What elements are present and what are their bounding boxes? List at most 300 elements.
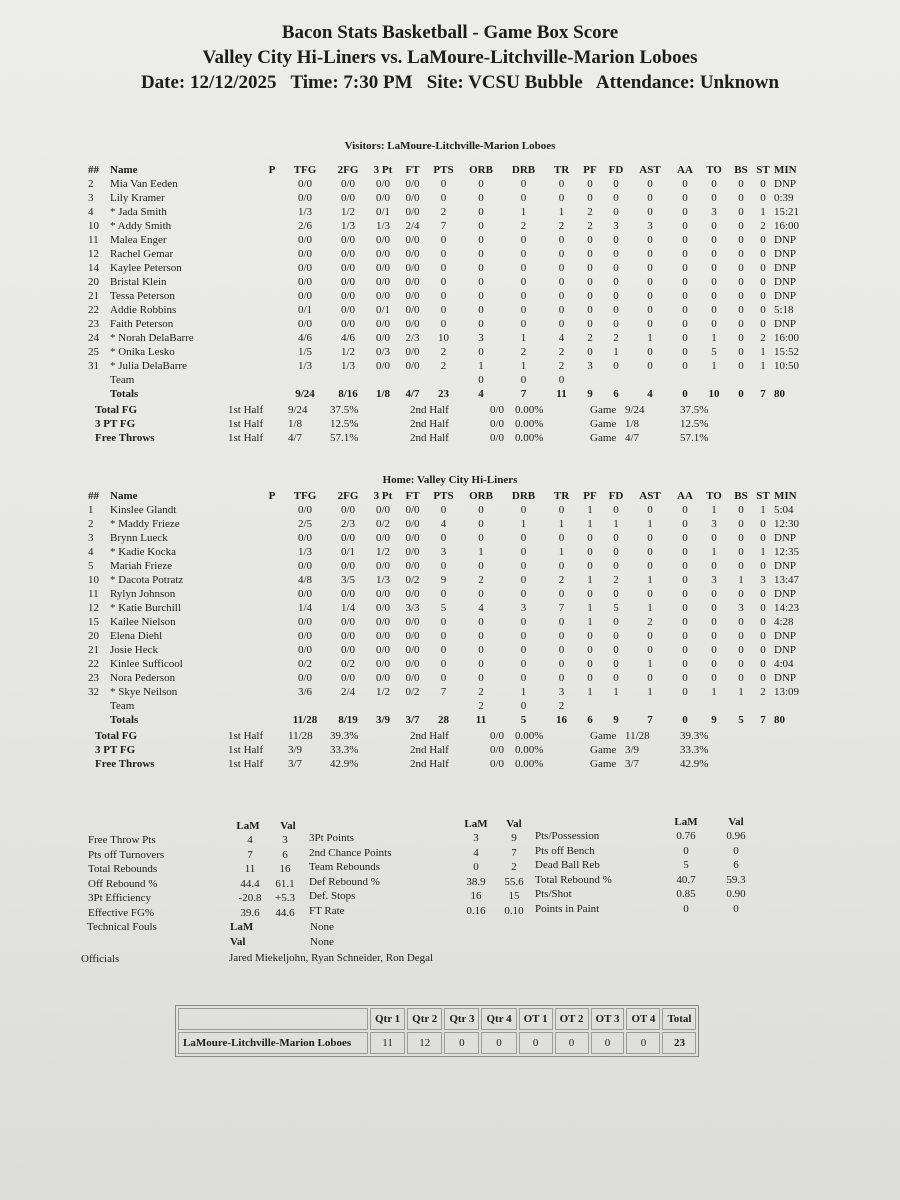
team-stat-label: Free Throw Pts [88,834,156,846]
shooting-label: 3 PT FG [95,418,136,430]
totals-cell: 9/24 [295,388,315,400]
totals-cell: 80 [774,714,785,726]
shooting-g-pct: 37.5% [680,404,709,416]
stat-cell: 1 [647,332,653,344]
column-header-orb: ORB [469,164,493,176]
stat-cell: 14:23 [774,602,800,614]
player-row [82,657,815,671]
player-name: Faith Peterson [110,318,174,330]
stat-cell: 0 [440,532,447,544]
stat-cell: 0 [738,644,744,656]
stat-cell: 12:30 [774,518,800,530]
stat-cell: 0 [613,560,619,572]
stat-cell: 24 [88,332,99,344]
stat-cell: 0 [682,658,688,670]
stat-cell: 0 [760,672,766,684]
stat-cell: 2 [760,686,766,698]
shooting-h1: 1st Half [228,758,264,770]
stat-cell: 1 [711,686,717,698]
column-header-fd: FD [608,164,624,176]
stat-cell: 0/0 [340,248,356,260]
stat-cell: 0 [558,234,565,246]
totals-cell: 11 [556,388,567,400]
stat-cell: 3/6 [297,686,313,698]
stat-cell: 11 [88,234,99,246]
stat-cell: 0/0 [405,346,420,358]
stat-cell: 1/4 [297,602,313,614]
stat-cell: 1/3 [297,360,313,372]
column-header-number: ## [88,164,99,176]
stat-cell: 0 [520,276,527,288]
stat-cell: 0/0 [405,206,420,218]
quarter-header-blank [178,1008,368,1030]
stat-cell: 0/0 [297,616,313,628]
tech-val-value: None [310,936,334,948]
stat-cell: 10:50 [774,360,800,372]
stat-cell: 0/0 [405,532,420,544]
stat-cell: 0 [478,532,484,544]
totals-cell: 9 [587,388,593,400]
team-stat-lam-value: 3 [473,832,479,844]
stat-cell: 0 [478,644,484,656]
stat-cell: 0 [587,346,593,358]
stat-cell: 0/0 [405,304,420,316]
stat-cell [602,699,630,713]
quarter-score: 0 [444,1032,479,1054]
shooting-h1-val: 3/9 [288,744,303,756]
team-stat-label: Total Rebound % [535,873,612,886]
player-row [82,317,815,331]
stat-cell [262,545,282,559]
stat-cell: 0 [682,234,688,246]
column-header-bs: BS [734,490,748,502]
player-name: Josie Heck [110,644,158,656]
stat-cell: 2 [478,700,484,712]
shooting-h2-pct: 0.00% [515,758,544,770]
stat-cell: 2 [760,220,766,232]
stat-cell: 0 [440,672,447,684]
team-stat-val-value: 9 [511,832,517,844]
team-stat-val-value: 0 [733,844,739,857]
totals-row [82,713,815,727]
stat-cell: 1/3 [340,220,356,232]
stat-cell: 0 [760,532,766,544]
player-name: Kaylee Peterson [110,262,182,274]
stat-cell: 0/0 [340,630,356,642]
quarter-score-table [175,1005,699,1057]
stat-cell: 0/0 [340,192,356,204]
stat-cell: 3/3 [405,602,420,614]
stat-cell: 1 [647,518,653,530]
stat-cell: 3/5 [340,574,356,586]
quarter-score: 0 [481,1032,516,1054]
stat-cell: DNP [774,630,797,642]
team-stat-val-value: 7 [511,846,517,859]
stat-cell: 0 [478,318,484,330]
stat-cell: 0 [613,262,619,274]
stat-cell: 7 [440,686,447,698]
stat-cell: 0/0 [297,262,313,274]
player-name: * Katie Burchill [110,602,181,614]
stat-cell: 0 [738,616,744,628]
stat-cell: 0/0 [405,658,420,670]
quarter-score: 23 [662,1032,696,1054]
team-stat-lam-value: 44.4 [240,877,260,890]
stat-cell: 1 [647,658,653,670]
stat-cell: 0 [647,346,653,358]
column-header-2fg: 2FG [337,164,359,176]
shooting-g: Game [590,404,617,416]
stat-cell: 15 [88,616,99,628]
stat-cell: 12 [88,248,99,260]
player-name: Lily Kramer [110,192,165,204]
stat-cell: 0 [520,672,527,684]
stat-cell: 0 [520,504,527,516]
stat-cell: 0/0 [297,276,313,288]
stat-cell: 0 [682,630,688,642]
stat-cell: 0/0 [375,560,391,572]
stat-cell: 0/0 [375,616,391,628]
totals-cell: 7 [647,714,653,726]
team-stat-val-value: 59.3 [726,873,746,886]
shooting-g: Game [590,744,617,756]
stat-cell: 1 [520,360,527,372]
stat-cell: 0 [587,588,593,600]
stat-cell: 0 [738,518,744,530]
stat-cell: 0/1 [375,304,391,316]
shooting-h2: 2nd Half [410,432,449,444]
stat-cell: 0 [682,206,688,218]
stat-cell: 2 [760,332,766,344]
stat-cell: 2/3 [405,332,420,344]
stat-cell: 0 [558,304,565,316]
stat-cell: 0 [760,658,766,670]
stat-cell: 4 [440,518,447,530]
quarter-score: 0 [519,1032,553,1054]
stat-cell: 0 [682,616,688,628]
stat-cell [700,699,728,713]
player-name: Team [110,700,135,712]
player-row [82,615,815,629]
player-name: Kinlee Sufficool [110,658,183,670]
stat-cell: 4 [478,602,484,614]
totals-cell: 11 [475,714,487,726]
stat-cell: 0/0 [405,672,420,684]
stat-cell [262,177,282,191]
quarter-header: OT 2 [555,1008,589,1030]
team-stat-lam-value: 4 [473,846,479,859]
matchup-title: Valley City Hi-Liners vs. LaMoure-Litchville-Marion Loboes [202,47,698,68]
stat-cell: DNP [774,276,797,288]
column-header-orb: ORB [469,490,493,502]
stat-cell: 0 [587,644,593,656]
stat-cell: 0 [647,178,653,190]
stat-cell: 0 [711,672,717,684]
team-stat-val-value: 15 [508,890,520,902]
stat-cell: DNP [774,318,797,330]
stat-cell: 22 [88,304,99,316]
stat-cell: 0/0 [405,248,420,260]
stat-cell: 0 [440,276,447,288]
stat-cell: 0 [520,658,527,670]
stat-cell [262,261,282,275]
shooting-h1: 1st Half [228,404,264,416]
totals-cell: 10 [708,388,720,400]
stat-cell: 2/3 [340,518,356,530]
stat-cell: 0 [587,658,593,670]
quarter-score: 0 [626,1032,660,1054]
stat-cell: 0 [738,332,744,344]
quarter-score: 0 [591,1032,625,1054]
stat-cell: 0/0 [340,178,356,190]
stat-cell [262,531,282,545]
stat-cell: 0/0 [375,248,391,260]
shooting-h2-val: 0/0 [490,730,505,742]
stat-cell: 1 [711,360,717,372]
stat-cell: 0 [711,192,717,204]
stat-cell: 2 [558,346,565,358]
stat-cell: DNP [774,560,797,572]
stat-cell: 0/0 [375,318,391,330]
stat-cell [262,191,282,205]
stat-cell: 0 [760,234,766,246]
stat-cell: 2/6 [297,220,313,232]
team-stat-val-value: 0 [733,902,739,915]
stat-cell: 0 [520,532,527,544]
stat-cell: 0 [478,518,484,530]
stat-cell: 0/0 [340,290,356,302]
team-stat-lam-value: 0.16 [466,904,486,917]
stat-cell: 3 [613,220,619,232]
stat-cell: 1 [520,206,527,218]
stat-cell: 0 [558,658,565,670]
stat-cell: 13:09 [774,686,800,698]
stat-cell: 0 [558,374,565,386]
stat-cell: 0 [558,644,565,656]
column-header-st: ST [756,164,770,176]
player-row [82,671,815,685]
team-stat-val-value: 0.10 [504,904,524,917]
stat-cell: 0/0 [375,602,391,614]
stat-cell [328,373,368,387]
stat-cell: 3 [647,220,653,232]
stat-cell: 2 [587,206,593,218]
stat-cell: 1 [587,616,593,628]
stat-cell: 0 [647,644,653,656]
left-col-lam-header: LaM [236,820,260,832]
stat-cell: 0 [613,290,619,302]
totals-cell: 7 [760,388,766,400]
mid-col-val-header: Val [506,818,522,830]
player-row [82,685,815,699]
stat-cell: 0 [682,248,688,260]
column-header-tfg: TFG [293,490,317,502]
stat-cell [578,699,602,713]
stat-cell: 0/0 [405,504,420,516]
stat-cell: 0/1 [375,206,391,218]
stat-cell: 0 [711,616,717,628]
stat-cell: 1 [88,504,94,516]
player-name: Mia Van Eeden [110,178,178,190]
stat-cell: 0 [760,588,766,600]
stat-cell: 1/3 [340,360,356,372]
team-stat-val-value: 0.96 [726,830,746,842]
stat-cell: 0 [587,546,593,558]
totals-cell: 3/7 [405,714,420,726]
stat-cell [262,247,282,261]
stat-cell: 0 [440,588,447,600]
team-stat-lam-value: 16 [470,890,482,902]
stat-cell: 2 [520,220,527,232]
shooting-g-pct: 12.5% [680,418,709,430]
stat-cell [368,699,398,713]
stat-cell: 0 [440,318,447,330]
team-stat-lam-value: 39.6 [240,906,260,919]
totals-cell: 28 [438,714,449,726]
stat-cell: 0 [647,304,653,316]
stat-cell: 0/0 [340,588,356,600]
column-header-tr: TR [553,490,570,502]
column-header-name: Name [110,490,138,502]
stat-cell: 0 [520,248,527,260]
team-stat-label: Dead Ball Reb [535,859,600,871]
stat-cell: 0 [682,602,688,614]
stat-cell: 0 [613,532,619,544]
column-header-to: TO [706,490,722,502]
stat-cell: 3 [711,206,717,218]
team-stat-label: Pts off Bench [535,844,595,857]
stat-cell: 0 [738,262,744,274]
stat-cell: 0 [520,630,527,642]
stat-cell: 0 [520,178,527,190]
stat-cell: 10 [438,332,449,344]
column-header-fd: FD [608,490,624,502]
stat-cell [262,233,282,247]
stat-cell [262,643,282,657]
shooting-g-pct: 42.9% [680,758,709,770]
stat-cell: 0/0 [297,178,313,190]
stat-cell: 0 [478,504,484,516]
stat-cell: 0 [760,560,766,572]
totals-cell: 4 [647,388,653,400]
stat-cell: 1/3 [375,574,391,586]
stat-cell: 32 [88,686,99,698]
totals-cell: 23 [438,388,449,400]
stat-cell: 0/0 [297,234,313,246]
right-col-lam-header: LaM [674,816,698,828]
stat-cell: 0/0 [375,262,391,274]
stat-cell [728,699,754,713]
totals-cell [82,387,110,401]
team-stat-label: FT Rate [309,904,345,917]
stat-cell: 1 [587,518,593,530]
stat-cell: 2 [478,574,484,586]
shooting-h2: 2nd Half [410,730,449,742]
stat-cell: 0 [738,276,744,288]
stat-cell: 2 [558,360,565,372]
stat-cell [700,373,728,387]
stat-cell: 0 [711,234,717,246]
stat-cell: 0/0 [297,644,313,656]
stat-cell: 7 [558,602,565,614]
stat-cell: 0/0 [405,588,420,600]
totals-cell: 5 [520,714,527,726]
column-header-ft: FT [405,490,420,502]
totals-cell: 7 [520,388,527,400]
stat-cell: 0/0 [405,616,420,628]
totals-cell: 16 [556,714,567,726]
player-name: Malea Enger [110,234,167,246]
player-name: Kailee Nielson [110,616,176,628]
stat-cell: 0 [613,178,619,190]
stat-cell: DNP [774,290,797,302]
stat-cell: 0 [647,546,653,558]
stat-cell [262,587,282,601]
player-name: * Addy Smith [110,220,172,232]
player-name: Rylyn Johnson [110,588,176,600]
shooting-h1-pct: 33.3% [330,744,359,756]
team-stat-val-value: 44.6 [275,906,295,919]
stat-cell: 0 [440,262,447,274]
shooting-h1-pct: 39.3% [330,730,359,742]
stat-cell: 0 [613,616,619,628]
stat-cell: 0 [587,560,593,572]
team-stat-label: 3Pt Points [309,832,354,844]
stat-cell: 0/3 [375,346,391,358]
shooting-h2: 2nd Half [410,758,449,770]
stat-cell: 4/6 [297,332,313,344]
stat-cell: 0 [711,248,717,260]
stat-cell [602,373,630,387]
stat-cell: 0 [478,234,484,246]
stat-cell: 0 [738,290,744,302]
team-stat-val-value: 55.6 [504,875,524,888]
stat-cell: 4 [88,206,94,218]
stat-cell: 1 [520,332,527,344]
shooting-g: Game [590,418,617,430]
stat-cell: 9 [440,574,447,586]
stat-cell: 15:52 [774,346,800,358]
stat-cell: 0/0 [340,672,356,684]
table-header-row [82,489,815,503]
stat-cell: 0 [738,178,744,190]
stat-cell: 0 [711,644,717,656]
player-row [82,545,815,559]
stat-cell [262,331,282,345]
stat-cell: 0 [682,220,688,232]
stat-cell: 0 [558,532,565,544]
totals-cell: 0 [682,714,688,726]
stat-cell: 0 [587,532,593,544]
column-header-ast: AST [639,164,661,176]
team-stat-lam-value: 4 [247,834,253,846]
player-name: Nora Pederson [110,672,176,684]
stat-cell: DNP [774,672,797,684]
stat-cell: 0 [558,178,565,190]
stat-cell: 0 [682,546,688,558]
player-name: Rachel Gemar [110,248,174,260]
team-stat-val-value: 6 [733,859,739,871]
team-stat-lam-value: 0 [683,844,689,857]
stat-cell: 0 [613,588,619,600]
stat-cell: 0/0 [375,644,391,656]
stat-cell [368,373,398,387]
stat-cell: 0 [738,192,744,204]
stat-cell: 0 [520,318,527,330]
shooting-h1-val: 11/28 [288,730,313,742]
stat-cell: 0 [613,546,619,558]
stat-cell [398,373,427,387]
